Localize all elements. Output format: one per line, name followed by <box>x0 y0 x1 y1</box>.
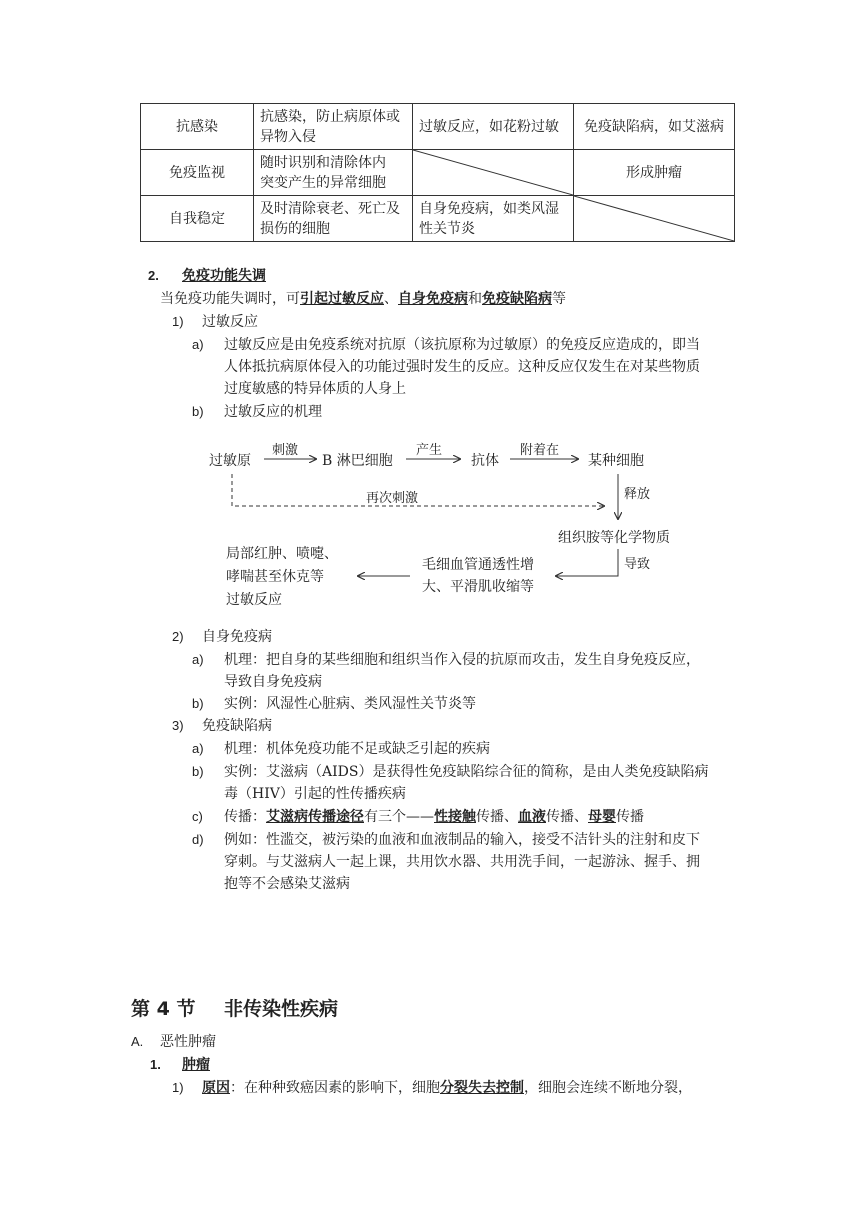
intro-text: 当免疫功能失调时，可 <box>160 291 300 307</box>
cell-line: 异物入侵 <box>260 128 316 145</box>
edge-label: 释放 <box>624 487 651 502</box>
text: ：在种种致癌因素的影响下，细胞 <box>230 1080 440 1096</box>
list-number: 3) <box>172 718 184 733</box>
part-title: 恶性肿瘤 <box>160 1034 216 1050</box>
text: 有三个—— <box>364 809 434 825</box>
section-title: 免疫功能失调 <box>182 268 266 284</box>
paragraph-line: 毒（HIV）引起的性传播疾病 <box>224 786 406 802</box>
section-heading-number: 第 4 节 <box>131 998 196 1020</box>
list-letter: a) <box>192 741 204 756</box>
edge-label: 附着在 <box>520 443 560 458</box>
node-allergen: 过敏原 <box>209 453 251 469</box>
paragraph-line: 过敏反应的机理 <box>224 404 322 420</box>
text: 传播、 <box>546 809 588 825</box>
paragraph-line: 抱等不会感染艾滋病 <box>224 876 350 892</box>
node-capillary: 毛细血管通透性增 <box>422 557 534 573</box>
keyword: 自身免疫病 <box>398 291 468 307</box>
paragraph-line: 实例：艾滋病（AIDS）是获得性免疫缺陷综合征的简称，是由人类免疫缺陷病 <box>224 764 709 780</box>
table-cell: 免疫监视 <box>141 150 254 196</box>
subsection-title: 自身免疫病 <box>202 629 272 645</box>
cell-line: 抗感染，防止病原体或 <box>260 108 400 125</box>
paragraph-line: 穿刺。与艾滋病人一起上课，共用饮水器、共用洗手间，一起游泳、握手、拥 <box>224 854 700 870</box>
table-cell: 形成肿瘤 <box>574 150 735 196</box>
keyword: 分裂失去控制 <box>440 1080 524 1096</box>
list-letter: b) <box>192 764 204 779</box>
cell-line: 随时识别和清除体内 <box>260 154 386 171</box>
keyword: 艾滋病传播途径 <box>266 809 364 825</box>
cell-line: 性关节炎 <box>419 220 475 237</box>
intro-text: 、 <box>384 291 398 307</box>
paragraph-line <box>224 807 644 827</box>
intro-text: 等 <box>552 291 566 307</box>
cell-line: 突变产生的异常细胞 <box>260 174 386 191</box>
paragraph-line: 人体抵抗病原体侵入的功能过强时发生的反应。这种反应仅发生在对某些物质 <box>224 359 700 375</box>
intro-text: 和 <box>468 291 482 307</box>
node-symptoms: 局部红肿、喷嚏、 <box>226 546 338 562</box>
node-symptoms: 过敏反应 <box>226 592 282 608</box>
paragraph-line <box>202 1078 692 1098</box>
edge-label: 导致 <box>624 557 651 572</box>
table-cell: 自我稳定 <box>141 196 254 242</box>
list-letter: b) <box>192 696 204 711</box>
list-number: 1) <box>172 314 184 329</box>
edge-label: 再次刺激 <box>366 491 419 506</box>
paragraph-line: 机理：机体免疫功能不足或缺乏引起的疾病 <box>224 741 490 757</box>
part-letter: A. <box>131 1034 144 1049</box>
list-number: 1) <box>172 1080 184 1095</box>
list-letter: b) <box>192 404 204 419</box>
text: 传播、 <box>476 809 518 825</box>
list-number: 2) <box>172 629 184 644</box>
node-antibody: 抗体 <box>471 453 499 469</box>
node-histamine: 组织胺等化学物质 <box>558 530 670 546</box>
section-number: 2. <box>148 268 159 283</box>
keyword: 原因 <box>202 1080 230 1096</box>
subsection-title: 过敏反应 <box>202 314 258 330</box>
paragraph-line: 例如：性滥交，被污染的血液和血液制品的输入，接受不洁针头的注射和皮下 <box>224 832 700 848</box>
paragraph-line: 过度敏感的特异体质的人身上 <box>224 381 406 397</box>
node-capillary: 大、平滑肌收缩等 <box>422 579 534 595</box>
cell-line: 自身免疫病，如类风湿 <box>419 200 559 217</box>
subsection-title: 免疫缺陷病 <box>202 718 272 734</box>
node-symptoms: 哮喘甚至休克等 <box>226 569 324 585</box>
arrow-cause <box>556 549 618 576</box>
text: 传播： <box>224 809 266 825</box>
table-cell: 免疫缺陷病，如艾滋病 <box>574 104 735 150</box>
paragraph-line: 过敏反应是由免疫系统对抗原（该抗原称为过敏原）的免疫反应造成的，即当 <box>224 337 700 353</box>
edge-label: 刺激 <box>272 443 299 458</box>
keyword: 血液 <box>518 809 546 825</box>
paragraph-line: 导致自身免疫病 <box>224 674 322 690</box>
paragraph-line: 机理：把自身的某些细胞和组织当作入侵的抗原而攻击，发生自身免疫反应， <box>224 652 700 668</box>
keyword: 引起过敏反应 <box>300 291 384 307</box>
cell-line: 及时清除衰老、死亡及 <box>260 200 400 217</box>
keyword: 免疫缺陷病 <box>482 291 552 307</box>
list-letter: c) <box>192 809 203 824</box>
keyword: 性接触 <box>434 809 476 825</box>
keyword: 母婴 <box>588 809 616 825</box>
table-cell: 过敏反应，如花粉过敏 <box>413 104 574 150</box>
subsection-title: 肿瘤 <box>182 1057 210 1073</box>
cell-line: 损伤的细胞 <box>260 220 330 237</box>
node-cell: 某种细胞 <box>588 453 644 469</box>
section-heading-title: 非传染性疾病 <box>224 998 339 1020</box>
list-letter: d) <box>192 832 204 847</box>
edge-label: 产生 <box>416 443 443 458</box>
node-b-cell: B 淋巴细胞 <box>322 453 393 469</box>
paragraph-line: 实例：风湿性心脏病、类风湿性关节炎等 <box>224 696 476 712</box>
text: ，细胞会连续不断地分裂， <box>524 1080 692 1096</box>
text: 传播 <box>616 809 644 825</box>
list-number: 1. <box>150 1057 161 1072</box>
list-letter: a) <box>192 652 204 667</box>
list-letter: a) <box>192 337 204 352</box>
table-cell: 抗感染 <box>141 104 254 150</box>
